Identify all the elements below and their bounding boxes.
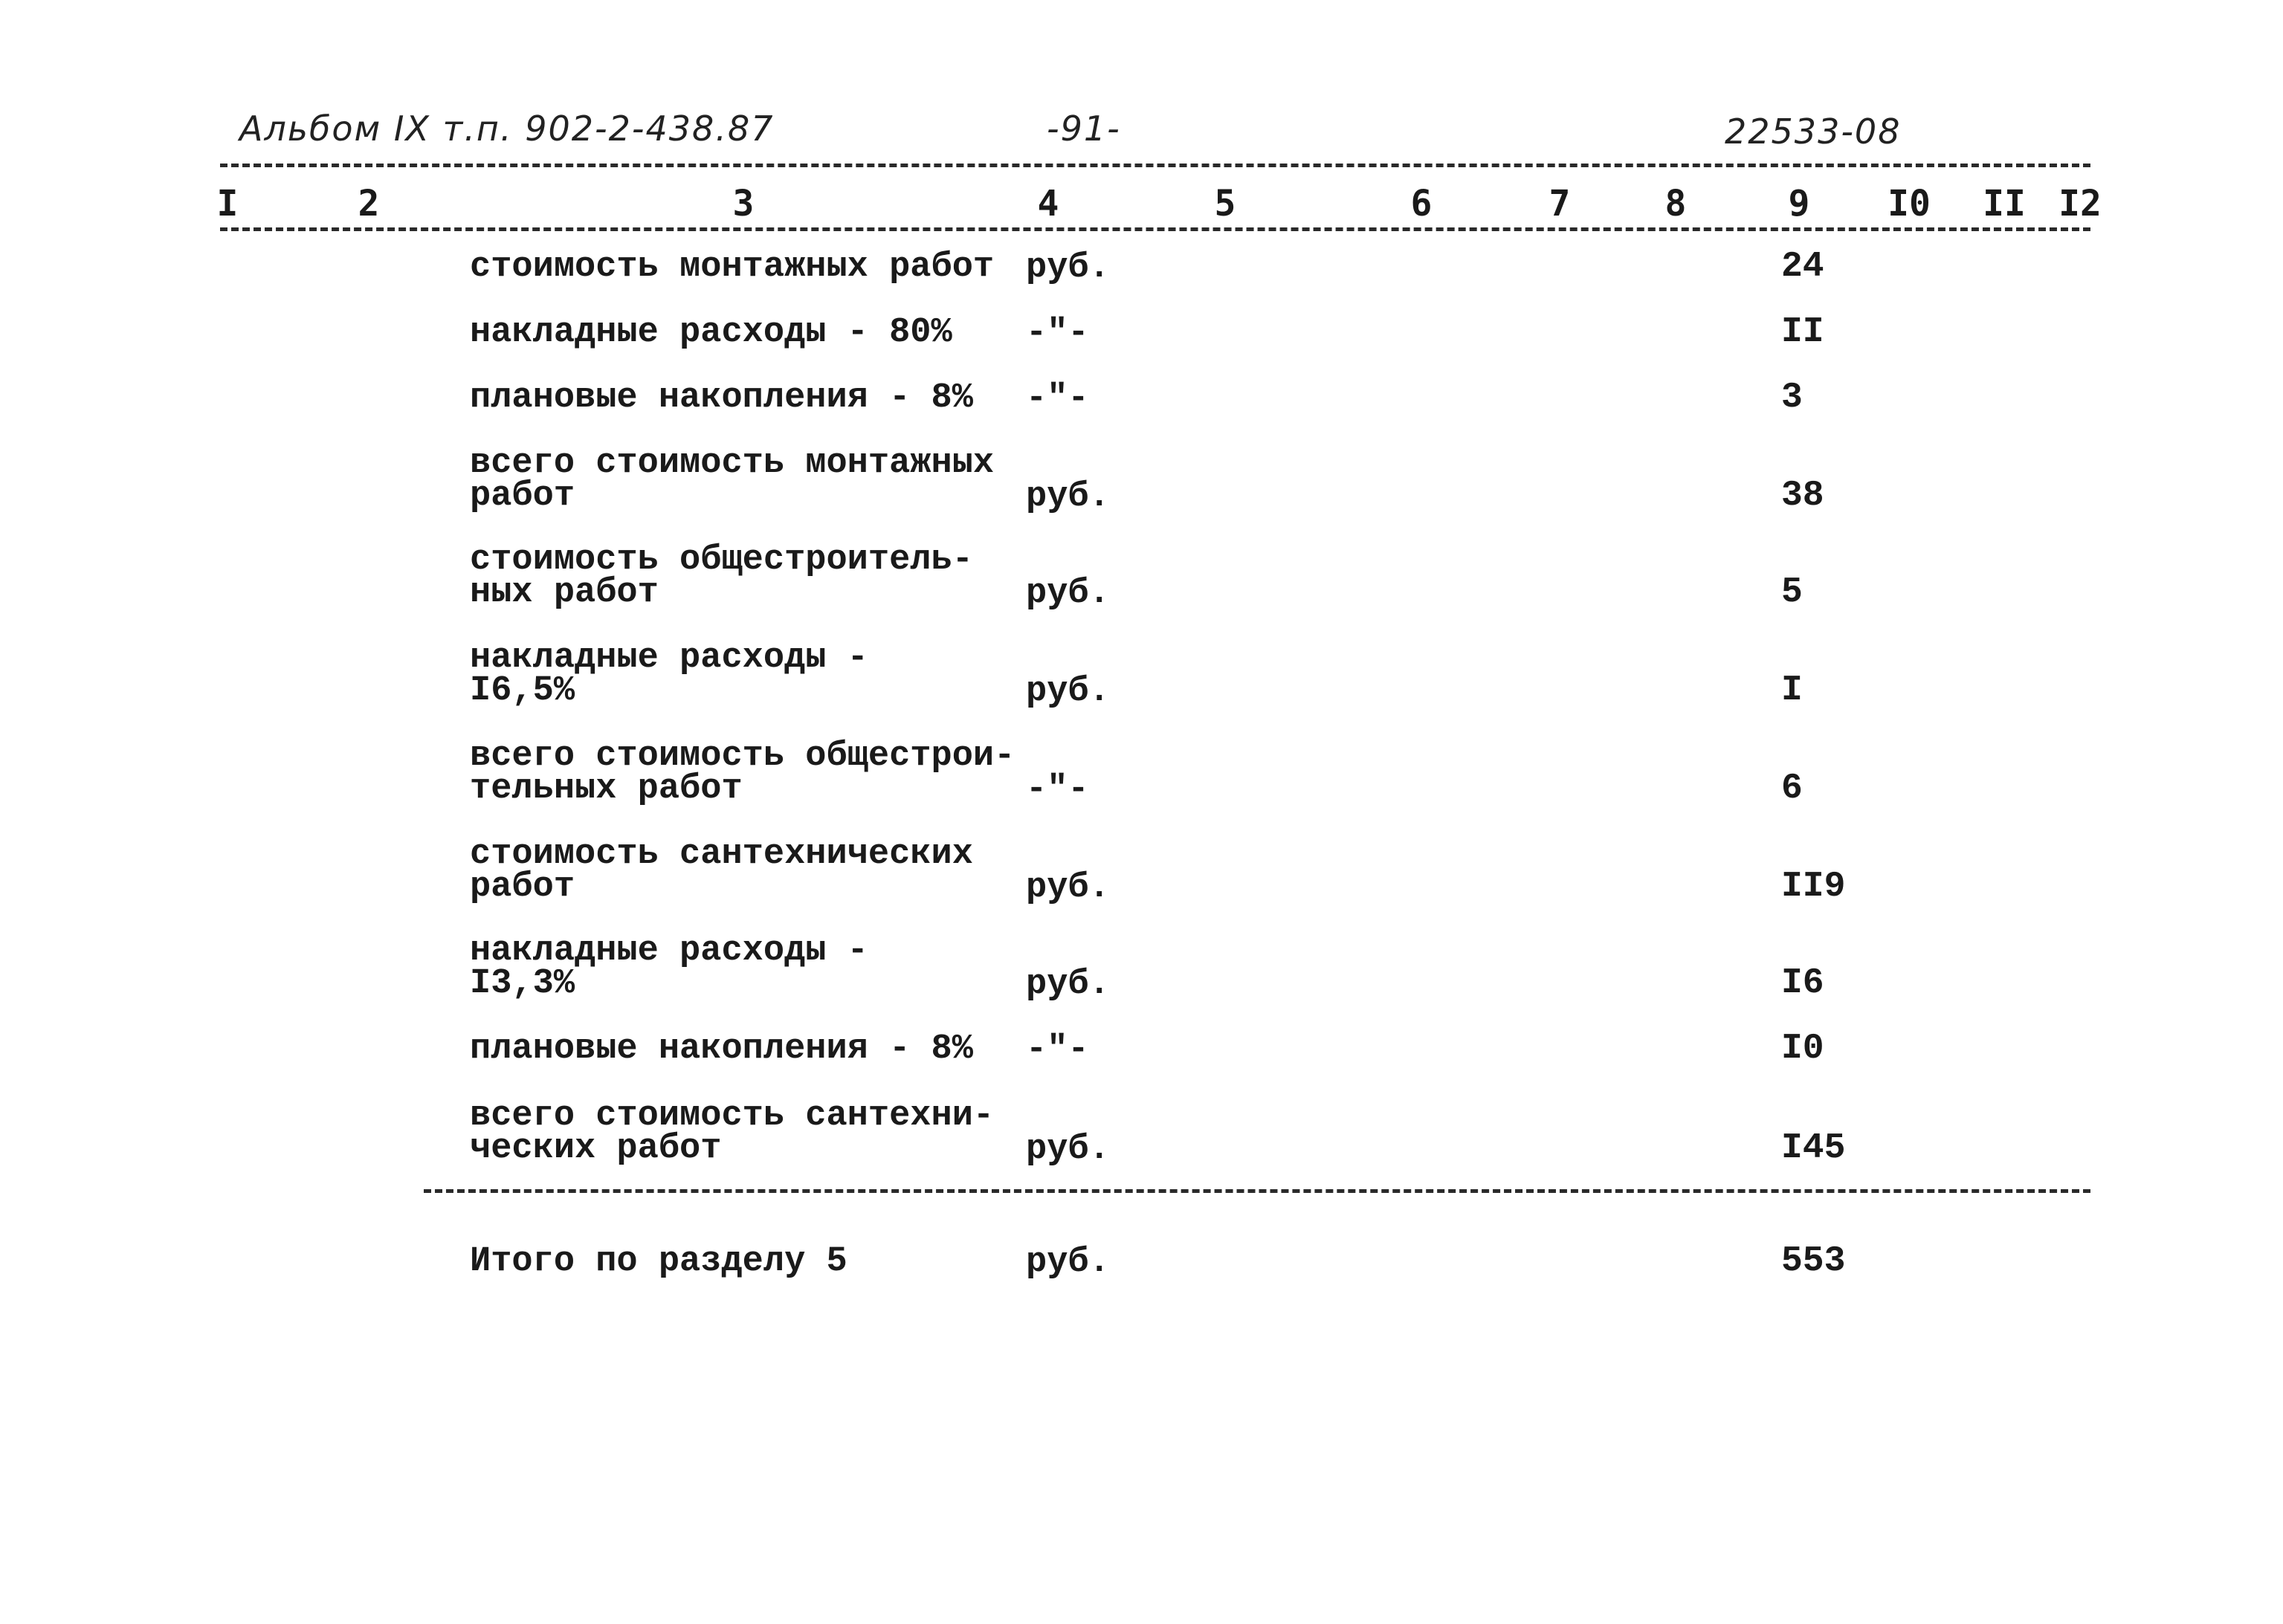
column-number: 8 [1664, 183, 1687, 224]
header-rule-top [220, 164, 2090, 167]
row-item-text: стоимость сантехнических работ [470, 835, 973, 907]
header-rule-bottom [220, 227, 2090, 231]
row-value: 6 [1781, 769, 1803, 809]
column-number: 5 [1214, 183, 1236, 224]
row-unit: -"- [1026, 770, 1089, 809]
column-number: II [1983, 183, 2026, 224]
column-number: 3 [732, 183, 755, 224]
row-item-text: всего стоимость монтажных работ [470, 444, 995, 516]
total-value: 553 [1781, 1241, 1846, 1281]
row-value: 3 [1781, 378, 1803, 418]
row-unit: руб. [1026, 965, 1110, 1004]
column-number: I2 [2058, 183, 2102, 224]
row-value: 38 [1781, 476, 1824, 516]
row-item-text: накладные расходы - 80% [470, 313, 952, 352]
page-number: -91- [1047, 109, 1121, 149]
column-number: I [216, 183, 239, 224]
row-item-text: всего стоимость сантехни- ческих работ [470, 1096, 995, 1168]
column-number: 7 [1549, 183, 1571, 224]
total-unit: руб. [1026, 1243, 1110, 1282]
row-item-text: стоимость монтажных работ [470, 248, 995, 287]
row-value: I6 [1781, 963, 1824, 1003]
column-number: I0 [1888, 183, 1931, 224]
album-reference: Альбом IX т.п. 902-2-438.87 [239, 109, 775, 149]
row-value: I45 [1781, 1128, 1846, 1168]
row-value: I [1781, 670, 1803, 711]
column-number: 9 [1788, 183, 1810, 224]
row-item-text: стоимость общестроитель- ных работ [470, 540, 973, 612]
row-unit: -"- [1026, 379, 1089, 418]
column-number: 2 [358, 183, 380, 224]
row-item-text: плановые накопления - 8% [470, 378, 973, 418]
row-value: II [1781, 312, 1824, 352]
row-item-text: плановые накопления - 8% [470, 1029, 973, 1069]
row-unit: руб. [1026, 248, 1110, 288]
row-unit: руб. [1026, 574, 1110, 613]
row-value: I0 [1781, 1029, 1824, 1069]
document-code: 22533-08 [1725, 111, 1902, 152]
total-separator-rule [424, 1189, 2090, 1193]
row-unit: -"- [1026, 314, 1089, 353]
row-unit: руб. [1026, 1130, 1110, 1169]
row-item-text: накладные расходы - I6,5% [470, 638, 868, 711]
row-unit: руб. [1026, 477, 1110, 517]
row-unit: руб. [1026, 868, 1110, 908]
column-number: 4 [1037, 183, 1059, 224]
row-item-text: накладные расходы - I3,3% [470, 931, 868, 1003]
row-value: 5 [1781, 572, 1803, 612]
row-value: II9 [1781, 867, 1846, 907]
column-number: 6 [1410, 183, 1433, 224]
row-item-text: всего стоимость общестрои- тельных работ [470, 737, 1015, 809]
row-value: 24 [1781, 247, 1824, 287]
row-unit: -"- [1026, 1030, 1089, 1070]
total-label: Итого по разделу 5 [470, 1242, 847, 1281]
row-unit: руб. [1026, 672, 1110, 711]
